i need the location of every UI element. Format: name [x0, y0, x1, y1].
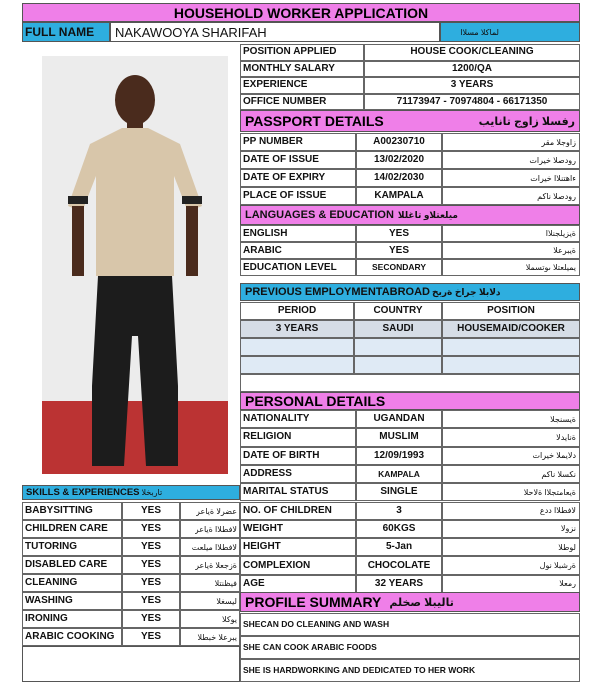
personal-arabic-text: دلايملا خيرات [532, 451, 576, 461]
personal-label-text: NATIONALITY [243, 414, 310, 425]
language-arabic-text: ةيزيلجنلاا [545, 229, 576, 238]
skill-arabic [180, 610, 240, 628]
employment-cell-text: SAUDI [382, 324, 414, 334]
skill-label [22, 610, 122, 628]
personal-header [240, 392, 580, 410]
skill-label-text: CHILDREN CARE [25, 524, 108, 534]
personal-arabic [442, 428, 580, 446]
personal-value [356, 502, 442, 520]
passport-arabic-text: رودصلا ناكم [537, 191, 576, 201]
job-label-text: OFFICE NUMBER [243, 96, 327, 107]
personal-arabic-text: لافطلاا ددع [539, 506, 576, 516]
personal-value [356, 538, 442, 556]
skill-value-text: YES [140, 542, 161, 552]
skills-header [22, 485, 240, 500]
job-label [240, 61, 364, 78]
skill-arabic-text: لافطلاا ميلعت [191, 542, 237, 552]
language-label-text: ARABIC [243, 245, 282, 256]
personal-value-text: 32 YEARS [374, 578, 424, 589]
skill-label-text: CLEANING [25, 578, 78, 588]
job-value [364, 94, 580, 111]
skill-arabic [180, 502, 240, 520]
passport-value-text: 14/02/2030 [373, 173, 425, 183]
language-value-text: SECONDARY [372, 263, 426, 272]
skill-value [122, 538, 180, 556]
skill-value-text: YES [140, 596, 161, 606]
personal-arabic [442, 575, 580, 593]
personal-label-text: NO. OF CHILDREN [243, 505, 332, 516]
personal-value-text: CHOCOLATE [367, 560, 431, 571]
passport-arabic [442, 169, 580, 187]
personal-label [240, 538, 356, 556]
job-value [364, 77, 580, 94]
skill-label [22, 538, 122, 556]
personal-label [240, 410, 356, 428]
passport-value-text: 13/02/2020 [373, 155, 425, 165]
personal-label-text: RELIGION [243, 432, 292, 443]
personal-header-title: PERSONAL DETAILS [245, 393, 386, 409]
passport-value [356, 151, 442, 169]
personal-value [356, 410, 442, 428]
job-label [240, 44, 364, 61]
employment-col-header-text: COUNTRY [373, 306, 423, 316]
skill-label-text: IRONING [25, 614, 68, 624]
personal-arabic [442, 520, 580, 538]
personal-value [356, 428, 442, 446]
personal-arabic-text: ةرشبلا نول [539, 561, 576, 571]
personal-value [356, 520, 442, 538]
language-value [356, 225, 442, 242]
job-value-text: 3 YEARS [450, 80, 494, 91]
employment-cell [442, 338, 580, 356]
skills-empty-row [22, 646, 240, 682]
full-name-label: FULL NAME [25, 26, 95, 38]
skill-arabic [180, 574, 240, 592]
languages-header-title: LANGUAGES & EDUCATION [245, 209, 394, 221]
title-bar [22, 3, 580, 22]
personal-value-text: UGANDAN [373, 414, 425, 425]
skill-arabic-text: ليسغلا [216, 596, 237, 606]
full-name-arabic-box [440, 22, 580, 42]
language-label [240, 225, 356, 242]
personal-arabic [442, 465, 580, 483]
employment-cell [354, 338, 442, 356]
applicant-photo [42, 56, 228, 474]
skill-arabic [180, 592, 240, 610]
personal-arabic-text: ةنايدلا [556, 432, 576, 442]
full-name-arabic: لماكلا مسلاا [460, 27, 499, 37]
full-name-label-box [22, 22, 110, 42]
passport-value [356, 133, 442, 151]
employment-cell [240, 356, 354, 374]
personal-label [240, 447, 356, 465]
profile-line-text: SHECAN DO CLEANING AND WASH [243, 620, 390, 629]
skill-label [22, 556, 122, 574]
employment-cell [354, 356, 442, 374]
personal-value [356, 575, 442, 593]
skill-label [22, 520, 122, 538]
language-arabic-text: يميلعتلا ىوتسملا [525, 263, 576, 272]
job-label-text: EXPERIENCE [243, 80, 308, 91]
personal-label-text: ADDRESS [243, 469, 292, 480]
employment-cell [240, 338, 354, 356]
personal-arabic-text: ةيعامتجلاا ةلاحلا [523, 487, 576, 497]
passport-label-text: DATE OF ISSUE [243, 155, 319, 165]
passport-label [240, 187, 356, 205]
passport-arabic [442, 187, 580, 205]
personal-arabic-text: رمعلا [559, 579, 576, 589]
employment-col-header-text: PERIOD [277, 306, 317, 316]
employment-cell [442, 356, 580, 374]
personal-value-text: 5-Jan [385, 542, 413, 553]
personal-label [240, 575, 356, 593]
personal-label-text: WEIGHT [243, 523, 283, 534]
passport-header [240, 110, 580, 132]
personal-value-text: SINGLE [380, 487, 418, 498]
personal-arabic [442, 538, 580, 556]
personal-arabic-text: نزولا [560, 524, 576, 534]
job-value-text: 71173947 - 70974804 - 66171350 [396, 96, 548, 107]
skill-arabic-text: يبرعلا خبطلا [197, 632, 237, 642]
passport-arabic-text: رودصلا خيرات [529, 155, 576, 165]
personal-label-text: COMPLEXION [243, 560, 311, 571]
profile-line [240, 613, 580, 636]
page-title: HOUSEHOLD WORKER APPLICATION [173, 4, 429, 21]
employment-blank [240, 374, 580, 392]
profile-line [240, 636, 580, 659]
job-value [364, 61, 580, 78]
personal-arabic [442, 556, 580, 574]
personal-value-text: 60KGS [382, 523, 416, 534]
skill-value [122, 628, 180, 646]
personal-value [356, 447, 442, 465]
personal-value-text: KAMPALA [378, 469, 420, 479]
languages-header [240, 205, 580, 225]
skill-value-text: YES [140, 578, 161, 588]
language-label [240, 242, 356, 259]
passport-label-text: PLACE OF ISSUE [243, 191, 327, 201]
skill-value [122, 592, 180, 610]
employment-cell [240, 320, 354, 338]
skill-arabic [180, 628, 240, 646]
passport-header-arabic: رفسلا زاوج تانايب [478, 115, 575, 128]
personal-label-text: AGE [243, 578, 265, 589]
personal-arabic [442, 502, 580, 520]
passport-arabic-text: ءاهتنلاا خيرات [530, 173, 576, 183]
employment-col-header [354, 302, 442, 320]
job-label-text: MONTHLY SALARY [243, 63, 335, 74]
skill-value [122, 502, 180, 520]
passport-arabic [442, 151, 580, 169]
skill-arabic-text: عضرلا ةياعر [196, 506, 237, 516]
skill-arabic [180, 520, 240, 538]
skill-value [122, 556, 180, 574]
skill-value-text: YES [140, 614, 161, 624]
skill-arabic-text: يوكلا [222, 614, 237, 624]
employment-header [240, 283, 580, 301]
profile-header [240, 592, 580, 612]
personal-label [240, 428, 356, 446]
personal-label [240, 502, 356, 520]
skill-arabic-text: لافطلاا ةياعر [194, 524, 237, 534]
job-label-text: POSITION APPLIED [243, 47, 337, 58]
languages-header-arabic: ميلعتلاو تاغللا [397, 209, 458, 220]
skill-arabic-text: فيظنتلا [214, 578, 237, 588]
passport-header-title: PASSPORT DETAILS [245, 113, 384, 129]
employment-cell [442, 320, 580, 338]
full-name-value: NAKAWOOYA SHARIFAH [115, 25, 267, 39]
personal-value [356, 556, 442, 574]
passport-value-text: KAMPALA [374, 191, 424, 201]
job-value [364, 44, 580, 61]
personal-arabic [442, 410, 580, 428]
skill-arabic [180, 538, 240, 556]
personal-arabic-text: ةيسنجلا [550, 414, 576, 424]
skill-label-text: TUTORING [25, 542, 78, 552]
personal-arabic [442, 447, 580, 465]
personal-label-text: HEIGHT [243, 542, 281, 553]
skill-label-text: WASHING [25, 596, 73, 606]
passport-value-text: A00230710 [373, 137, 425, 147]
skill-arabic [180, 556, 240, 574]
employment-header-arabic: دلابلا جراخ ةربخ [431, 286, 501, 297]
profile-header-title: PROFILE SUMMARY [245, 594, 382, 610]
language-value-text: YES [388, 245, 409, 256]
personal-arabic [442, 483, 580, 501]
language-arabic [442, 259, 580, 276]
skill-label [22, 502, 122, 520]
language-label [240, 259, 356, 276]
employment-col-header [442, 302, 580, 320]
skill-label [22, 574, 122, 592]
passport-value [356, 169, 442, 187]
job-value-text: HOUSE COOK/CLEANING [410, 47, 534, 58]
skill-arabic-text: ةزجعلا ةياعر [195, 560, 237, 570]
language-label-text: EDUCATION LEVEL [243, 262, 337, 273]
personal-value-text: 12/09/1993 [373, 450, 425, 461]
personal-value [356, 465, 442, 483]
personal-value-text: 3 [396, 505, 402, 516]
passport-label-text: DATE OF EXPIRY [243, 173, 326, 183]
skill-value [122, 520, 180, 538]
language-arabic [442, 242, 580, 259]
personal-value-text: MUSLIM [379, 432, 419, 443]
employment-cell-text: HOUSEMAID/COOKER [457, 324, 565, 334]
employment-col-header-text: POSITION [487, 306, 535, 316]
skill-label-text: BABYSITTING [25, 506, 93, 516]
employment-cell-text: 3 YEARS [275, 324, 319, 334]
passport-label [240, 169, 356, 187]
personal-label-text: MARITAL STATUS [243, 487, 329, 498]
full-name-value-box [110, 22, 440, 42]
skill-value-text: YES [140, 524, 161, 534]
personal-label-text: DATE OF BIRTH [243, 450, 320, 461]
language-value-text: YES [388, 228, 409, 239]
language-label-text: ENGLISH [243, 228, 288, 239]
profile-line [240, 659, 580, 682]
passport-label-text: PP NUMBER [243, 137, 303, 147]
profile-line-text: SHE IS HARDWORKING AND DEDICATED TO HER WORK [243, 666, 476, 675]
language-value [356, 242, 442, 259]
personal-arabic-text: لوطلا [558, 542, 576, 552]
skill-value-text: YES [140, 560, 161, 570]
skill-label [22, 592, 122, 610]
employment-cell [354, 320, 442, 338]
skill-value [122, 574, 180, 592]
skill-label-text: ARABIC COOKING [25, 632, 115, 642]
employment-header-title: PREVIOUS EMPLOYMENTABROAD [245, 286, 430, 298]
passport-arabic [442, 133, 580, 151]
skill-value-text: YES [140, 632, 161, 642]
passport-label [240, 133, 356, 151]
personal-label [240, 483, 356, 501]
personal-value [356, 483, 442, 501]
skills-header-title: SKILLS & EXPERIENCES [26, 487, 140, 498]
passport-arabic-text: زاوجلا مقر [541, 137, 576, 147]
employment-col-header [240, 302, 354, 320]
personal-arabic-text: نكسلا ناكم [541, 469, 576, 479]
skill-value [122, 610, 180, 628]
language-arabic [442, 225, 580, 242]
language-arabic-text: ةيبرعلا [553, 246, 576, 255]
job-value-text: 1200/QA [451, 63, 493, 74]
profile-header-arabic: تاليبلا صخلم [389, 596, 454, 609]
passport-label [240, 151, 356, 169]
skills-header-arabic: تاربخلا [141, 488, 163, 497]
skill-value-text: YES [140, 506, 161, 516]
personal-label [240, 556, 356, 574]
job-label [240, 94, 364, 111]
job-label [240, 77, 364, 94]
passport-value [356, 187, 442, 205]
skill-label [22, 628, 122, 646]
skill-label-text: DISABLED CARE [25, 560, 108, 570]
personal-label [240, 465, 356, 483]
personal-label [240, 520, 356, 538]
profile-line-text: SHE CAN COOK ARABIC FOODS [243, 643, 377, 652]
language-value [356, 259, 442, 276]
